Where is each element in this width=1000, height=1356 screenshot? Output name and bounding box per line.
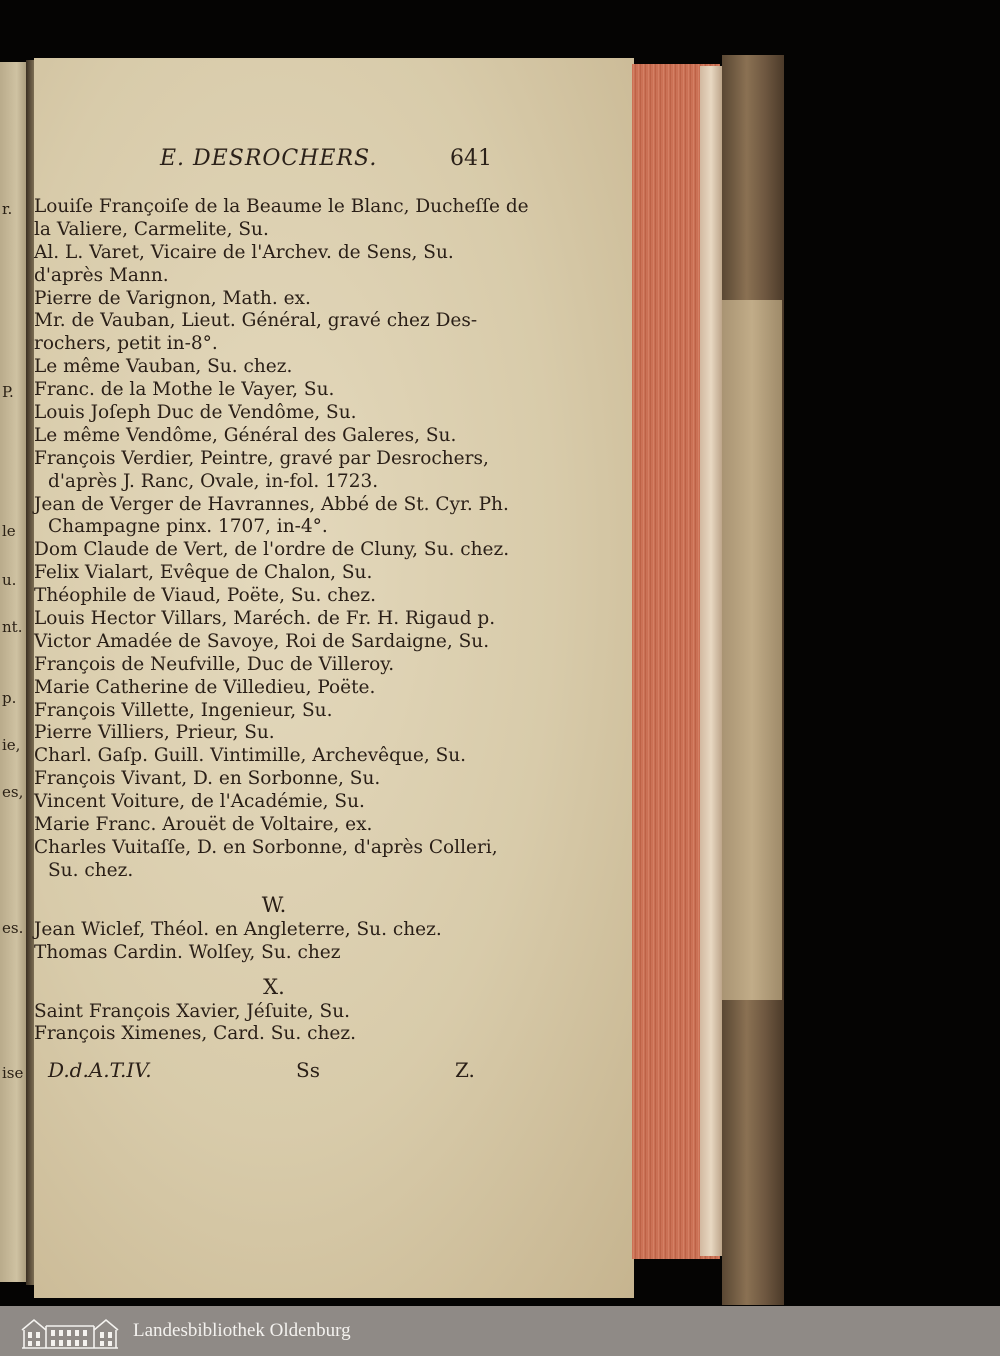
entry-list: [34, 196, 529, 1046]
entry-line: Le même Vauban, Su. chez.: [34, 356, 293, 378]
library-building-icon: [20, 1314, 120, 1350]
entry-line: François de Neufville, Duc de Villeroy.: [34, 653, 395, 675]
entry-line: Su. chez.: [48, 859, 134, 881]
entry-line: Vincent Voiture, de l'Académie, Su.: [34, 791, 365, 813]
left-page-fragment: es,: [2, 783, 24, 801]
entry-line: François Villette, Ingenieur, Su.: [34, 699, 333, 721]
signature-mark: D.d.A.T.IV.: [48, 1058, 152, 1082]
left-page-edge: [0, 62, 28, 1282]
running-title: E. DESROCHERS.: [160, 146, 378, 171]
left-page-fragment: p.: [2, 689, 17, 707]
library-name: Landesbibliothek Oldenburg: [133, 1320, 351, 1341]
entry-line: Charles Vuitaſſe, D. en Sorbonne, d'après Colleri,: [34, 836, 498, 858]
entry-line: Saint François Xavier, Jéſuite, Su.: [34, 1000, 351, 1022]
section-v-entries: [34, 196, 529, 883]
entry-line: Le même Vendôme, Général des Galeres, Su.: [34, 424, 457, 446]
entry-line: François Verdier, Peintre, gravé par Desrochers,: [34, 447, 489, 469]
left-page-fragment: P.: [2, 383, 14, 401]
entry-line: Marie Franc. Arouët de Voltaire, ex.: [34, 814, 373, 836]
section-heading-w: W.: [261, 892, 287, 917]
entry-line: Pierre de Varignon, Math. ex.: [34, 287, 311, 309]
book-cover-worn: [722, 300, 782, 1000]
entry-line: Louis Hector Villars, Maréch. de Fr. H. Rigaud p.: [34, 608, 496, 630]
entry-line: Champagne pinx. 1707, in-4°.: [48, 516, 328, 538]
page-number: 641: [450, 146, 492, 171]
entry-line: Louiſe Françoiſe de la Beaume le Blanc, Ducheſſe de: [34, 196, 529, 217]
entry-line: François Ximenes, Card. Su. chez.: [34, 1023, 356, 1045]
left-page-fragment: r.: [2, 200, 13, 218]
sheet-mark: Ss: [296, 1058, 320, 1082]
entry-line: François Vivant, D. en Sorbonne, Su.: [34, 768, 381, 790]
left-page-fragment: le: [2, 522, 16, 540]
entry-line: Dom Claude de Vert, de l'ordre de Cluny, Su. chez.: [34, 539, 510, 561]
left-page-fragment: es.: [2, 919, 24, 937]
entry-line: Felix Vialart, Evêque de Chalon, Su.: [34, 562, 373, 584]
entry-line: la Valiere, Carmelite, Su.: [34, 218, 269, 240]
entry-line: Marie Catherine de Villedieu, Poëte.: [34, 676, 376, 698]
entry-line: d'après Mann.: [34, 264, 169, 286]
entry-line: d'après J. Ranc, Ovale, in-fol. 1723.: [48, 470, 379, 492]
left-page-fragment: u.: [2, 571, 17, 589]
entry-line: Franc. de la Mothe le Vayer, Su.: [34, 379, 335, 401]
entry-line: Charl. Gaſp. Guill. Vintimille, Archevêque, Su.: [34, 745, 467, 767]
entry-line: Jean de Verger de Havrannes, Abbé de St. Cyr. Ph.: [34, 493, 509, 515]
catchword: Z.: [455, 1058, 475, 1082]
entry-line: Pierre Villiers, Prieur, Su.: [34, 722, 275, 744]
entry-line: Mr. de Vauban, Lieut. Général, gravé chez Des-: [34, 310, 478, 332]
left-page-fragment: nt.: [2, 618, 23, 636]
entry-line: Louis Joſeph Duc de Vendôme, Su.: [34, 402, 357, 424]
library-banner: [0, 1306, 1000, 1356]
page-block-edge-light: [700, 66, 722, 1256]
entry-line: Victor Amadée de Savoye, Roi de Sardaigne, Su.: [34, 630, 490, 652]
entry-line: rochers, petit in-8°.: [34, 333, 218, 355]
left-page-fragment: ie,: [2, 736, 21, 754]
left-page-fragment: ise: [2, 1064, 24, 1082]
entry-line: Théophile de Viaud, Poëte, Su. chez.: [34, 585, 377, 607]
entry-line: Thomas Cardin. Wolſey, Su. chez: [34, 941, 341, 963]
entry-line: Jean Wiclef, Théol. en Angleterre, Su. chez.: [34, 918, 442, 940]
entry-line: Al. L. Varet, Vicaire de l'Archev. de Sens, Su.: [34, 241, 454, 263]
section-heading-x: X.: [263, 974, 285, 999]
